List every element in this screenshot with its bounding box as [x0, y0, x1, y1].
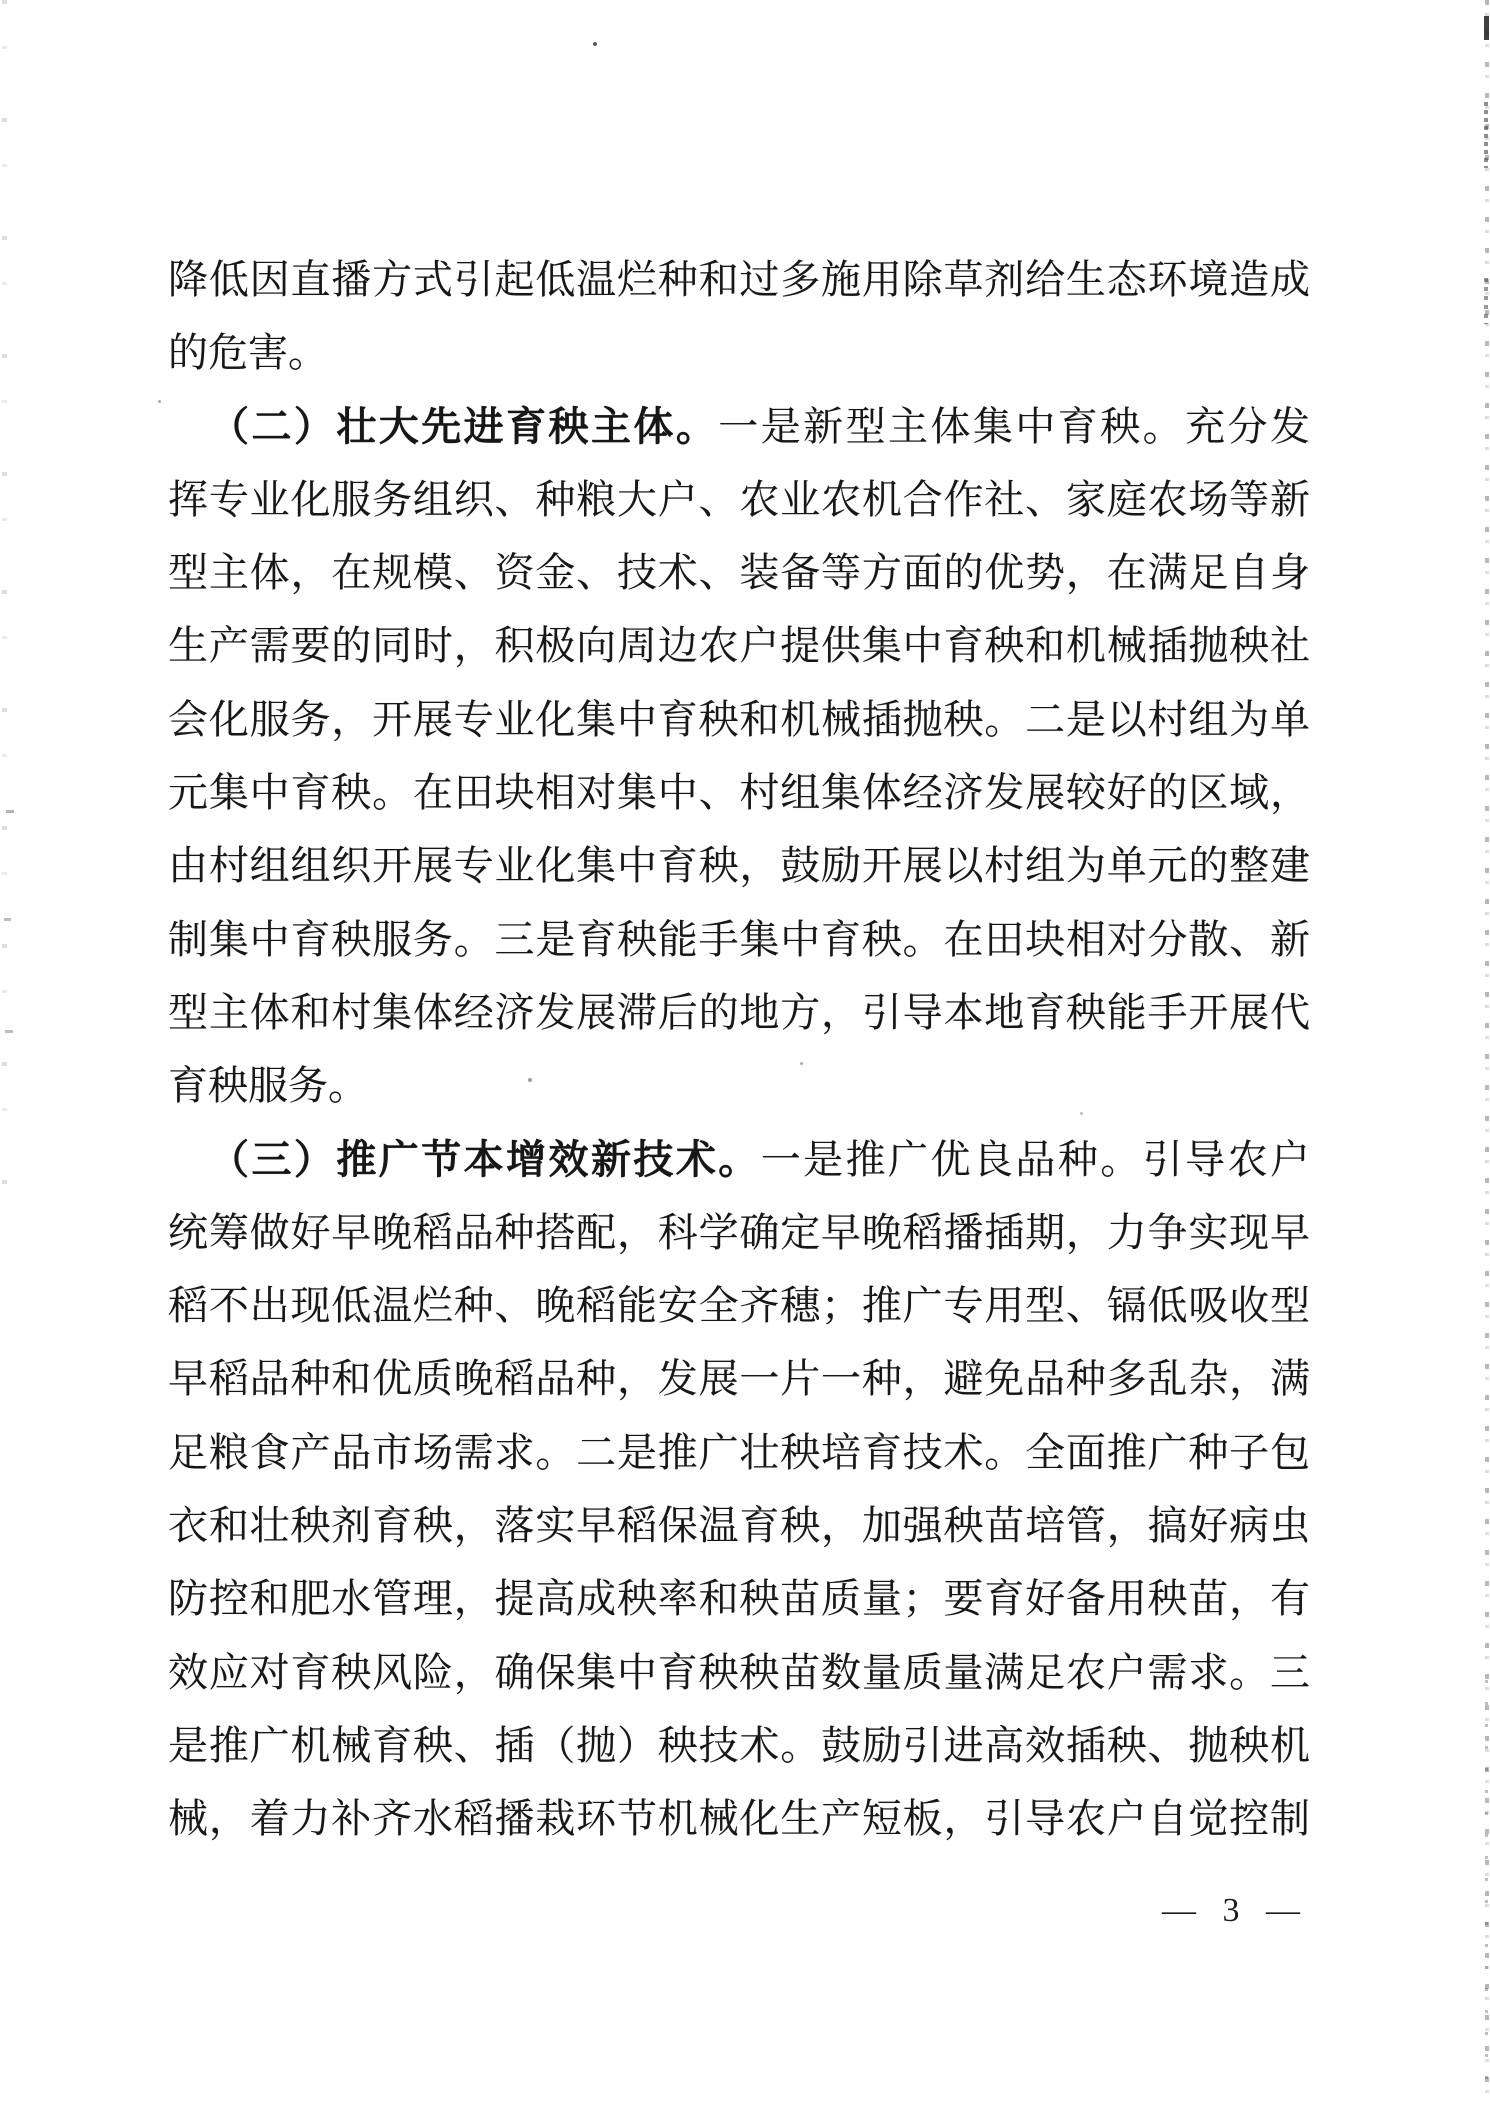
text-line: 型主体和村集体经济发展滞后的地方，引导本地育秧能手开展代	[168, 989, 1310, 1035]
scan-artifact	[593, 42, 597, 46]
text-line: 育秧服务。	[168, 1063, 368, 1109]
scan-artifact	[6, 810, 14, 813]
page-number: — 3 —	[1162, 1892, 1302, 1929]
text-line: 型主体，在规模、资金、技术、装备等方面的优势，在满足自身	[168, 550, 1310, 596]
text-line: 统筹做好早晚稻品种搭配，科学确定早晚稻播插期，力争实现早	[168, 1209, 1310, 1255]
scan-artifact	[1485, 1680, 1488, 2080]
text-line: 效应对育秧风险，确保集中育秧秧苗数量质量满足农户需求。三	[168, 1649, 1310, 1695]
text-line: 降低因直播方式引起低温烂种和过多施用除草剂给生态环境造成	[168, 257, 1310, 302]
text-line: 足粮食产品市场需求。二是推广壮秧培育技术。全面推广种子包	[168, 1429, 1310, 1475]
document-text	[168, 243, 1310, 1856]
text-line: 元集中育秧。在田块相对集中、村组集体经济发展较好的区域，	[168, 770, 1310, 816]
scan-artifact-left-edge	[2, 0, 7, 1200]
text-line: 衣和壮秧剂育秧，落实早稻保温育秧，加强秧苗培管，搞好病虫	[168, 1503, 1310, 1549]
text-line: 生产需要的同时，积极向周边农户提供集中育秧和机械插抛秧社	[168, 623, 1310, 669]
text-line: 会化服务，开展专业化集中育秧和机械插抛秧。二是以村组为单	[168, 696, 1310, 742]
scan-artifact	[1484, 16, 1489, 40]
section-heading-line: （二）壮大先进育秧主体。一是新型主体集中育秧。充分发	[209, 403, 1311, 449]
text-line: 挥专业化服务组织、种粮大户、农业农机合作社、家庭农场等新	[168, 476, 1310, 522]
scan-artifact	[1484, 102, 1488, 168]
text-line: 制集中育秧服务。三是育秧能手集中育秧。在田块相对分散、新	[168, 916, 1310, 962]
text-line: 是推广机械育秧、插（抛）秧技术。鼓励引进高效插秧、抛秧机	[168, 1722, 1310, 1768]
scan-artifact	[800, 1062, 803, 1065]
text-line: 械，着力补齐水稻播栽环节机械化生产短板，引导农户自觉控制	[168, 1796, 1310, 1842]
scan-artifact	[1080, 1112, 1083, 1115]
scan-artifact	[5, 1030, 13, 1033]
scan-artifact	[1484, 278, 1488, 324]
text-line: 稻不出现低温烂种、晚稻能安全齐穗；推广专用型、镉低吸收型	[168, 1283, 1310, 1329]
text-line: 防控和肥水管理，提高成秧率和秧苗质量；要育好备用秧苗，有	[168, 1576, 1310, 1622]
scan-artifact	[158, 400, 161, 403]
text-line: 早稻品种和优质晚稻品种，发展一片一种，避免品种多乱杂，满	[168, 1356, 1310, 1402]
scan-artifact	[528, 1078, 532, 1082]
scan-artifact	[4, 918, 11, 921]
text-line: 的危害。	[168, 330, 328, 376]
section-heading-line: （三）推广节本增效新技术。一是推广优良品种。引导农户	[209, 1136, 1311, 1182]
text-line: 由村组组织开展专业化集中育秧，鼓励开展以村组为单元的整建	[168, 843, 1310, 889]
